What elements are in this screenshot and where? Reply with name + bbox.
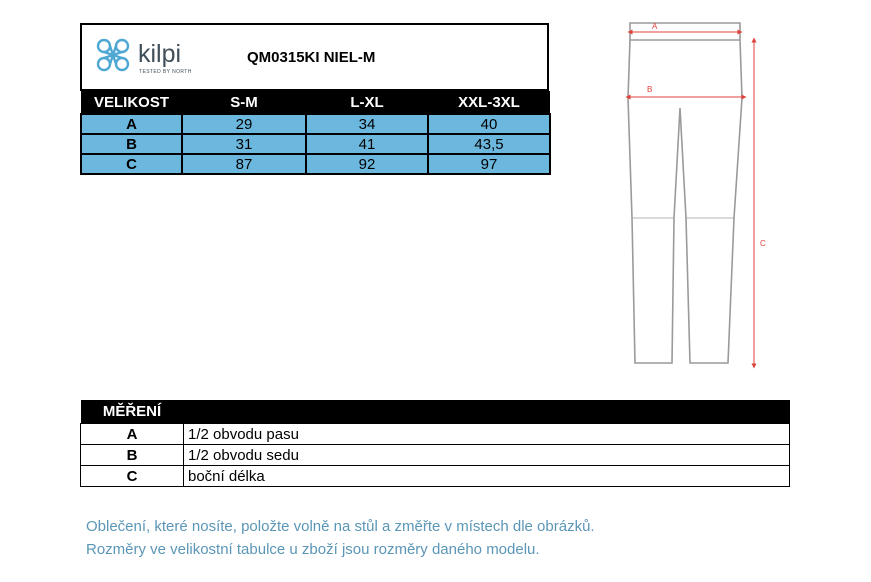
cell-b-l-xl: 41 xyxy=(306,134,428,154)
cell-a-xxl-3xl: 40 xyxy=(428,114,550,134)
table-row xyxy=(81,154,550,174)
table-row xyxy=(81,445,790,466)
row-label-c: C xyxy=(81,154,182,174)
measure-label-c: C xyxy=(760,239,766,248)
legend-table xyxy=(80,400,790,487)
legend-header-blank xyxy=(184,400,790,424)
measure-label-b: B xyxy=(647,85,653,94)
legend-code-b: B xyxy=(81,445,184,466)
pants-diagram xyxy=(610,18,780,370)
kilpi-logo xyxy=(92,34,202,76)
pants-outline-icon xyxy=(628,23,742,363)
cell-c-l-xl: 92 xyxy=(306,154,428,174)
legend-code-a: A xyxy=(81,424,184,445)
legend-desc-b: 1/2 obvodu sedu xyxy=(184,445,790,466)
chart-header xyxy=(80,23,549,91)
measuring-note xyxy=(86,515,595,561)
legend-code-c: C xyxy=(81,466,184,487)
cell-c-s-m: 87 xyxy=(182,154,306,174)
size-table-header xyxy=(81,91,550,114)
note-line-1: Oblečení, které nosíte, položte volně na stůl a změřte v místech dle obrázků. xyxy=(86,518,595,535)
note-line-2: Rozměry ve velikostní tabulce u zboží jsou rozměry daného modelu. xyxy=(86,541,540,558)
legend-desc-c: boční délka xyxy=(184,466,790,487)
product-code: QM0315KI NIEL-M xyxy=(247,49,376,66)
cell-a-l-xl: 34 xyxy=(306,114,428,134)
cell-a-s-m: 29 xyxy=(182,114,306,134)
table-row xyxy=(81,134,550,154)
size-table xyxy=(80,91,551,175)
size-header-s-m: S-M xyxy=(182,91,306,114)
table-row xyxy=(81,114,550,134)
legend-header xyxy=(81,400,790,424)
table-row xyxy=(81,424,790,445)
measure-label-a: A xyxy=(652,22,658,31)
size-header-l-xl: L-XL xyxy=(306,91,428,114)
size-chart xyxy=(80,23,549,175)
row-label-b: B xyxy=(81,134,182,154)
kilpi-knot-icon xyxy=(92,34,134,76)
measurement-legend xyxy=(80,400,789,487)
row-label-a: A xyxy=(81,114,182,134)
legend-title: MĚŘENÍ xyxy=(81,400,184,424)
cell-c-xxl-3xl: 97 xyxy=(428,154,550,174)
cell-b-xxl-3xl: 43,5 xyxy=(428,134,550,154)
brand-tagline: TESTED BY NORTH xyxy=(139,69,192,75)
size-header-xxl-3xl: XXL-3XL xyxy=(428,91,550,114)
table-row xyxy=(81,466,790,487)
legend-desc-a: 1/2 obvodu pasu xyxy=(184,424,790,445)
brand-name: kilpi xyxy=(138,40,182,68)
size-header-label: VELIKOST xyxy=(81,91,182,114)
cell-b-s-m: 31 xyxy=(182,134,306,154)
